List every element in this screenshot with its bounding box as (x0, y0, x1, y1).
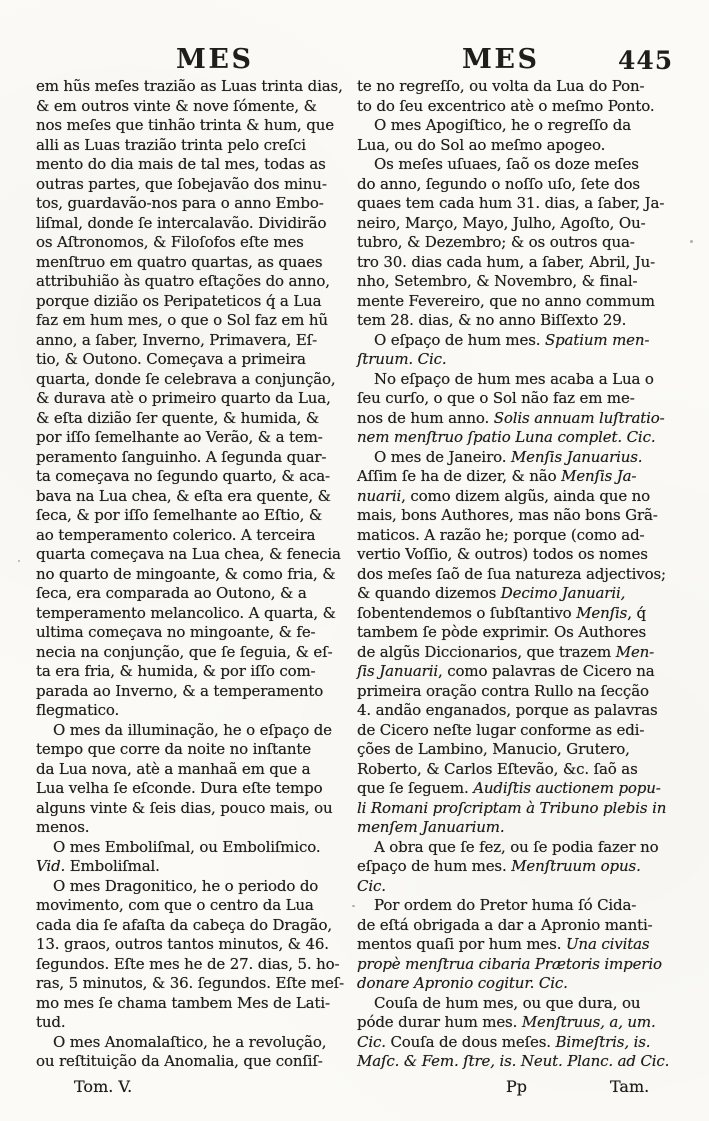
text-segment: ſeca, era comparada ao Outono, & a (36, 584, 307, 602)
text-line (36, 994, 360, 1014)
text-line (357, 214, 689, 234)
text-line (357, 448, 689, 468)
text-segment: ta começava no ſegundo quarto, & aca- (36, 467, 330, 485)
text-line (36, 1013, 360, 1033)
text-segment: O mes da illuminação, he o eſpaço de (53, 720, 332, 739)
text-line (357, 545, 689, 565)
text-segment: O mes Emboliſmal, ou Emboliſmico. (53, 837, 321, 856)
text-segment: tud. (36, 1013, 66, 1031)
text-segment: flegmatico. (36, 701, 120, 719)
text-line (357, 955, 689, 975)
ink-speck (352, 905, 355, 907)
text-line (357, 662, 689, 682)
text-line (357, 896, 689, 916)
text-line (36, 662, 360, 682)
text-segment: em hũs meſes trazião as Luas trinta dias, (36, 77, 343, 95)
text-line (357, 526, 689, 546)
text-line (36, 194, 360, 214)
text-line (357, 409, 689, 429)
text-segment: liſmal, donde ſe intercalavão. Dividirão (36, 213, 327, 232)
text-line (357, 1052, 689, 1072)
text-segment: parada ao Inverno, & a temperamento (36, 681, 324, 700)
text-segment: neiro, Março, Mayo, Julho, Agoſto, Ou- (357, 213, 646, 232)
text-segment: ções de Lambino, Manucio, Grutero, (357, 740, 630, 758)
text-segment: ſegundos. Eſte mes he de 27. dias, 5. ho- (36, 954, 340, 973)
text-line (357, 838, 689, 858)
text-segment: Por ordem do Pretor huma ſó Cida- (374, 896, 637, 914)
text-line (36, 760, 360, 780)
text-line (36, 77, 360, 97)
text-line (357, 974, 689, 994)
running-head-right: MES (462, 44, 540, 75)
text-segment: peramento ſanguinho. A ſegunda quar- (36, 447, 327, 466)
text-segment: ras, 5 minutos, & 36. ſegundos. Eſte meſ- (36, 974, 345, 992)
text-line (36, 740, 360, 760)
text-segment: Couſa de dous meſes. (385, 1032, 556, 1051)
text-line (357, 565, 689, 585)
text-segment: de Cicero neſte lugar conforme as edi- (357, 720, 645, 739)
text-segment: ao temperamento colerico. A terceira (36, 525, 316, 544)
text-line (36, 409, 360, 429)
text-segment: & eſta dizião ſer quente, & humida, & (36, 408, 320, 427)
text-line (36, 428, 360, 448)
text-line (36, 721, 360, 741)
text-line (357, 194, 689, 214)
volume-label: Tom. V. (74, 1077, 133, 1096)
text-segment: mo mes ſe chama tambem Mes de Lati- (36, 993, 330, 1012)
text-segment: tos, guardavão-nos para o anno Embo- (36, 194, 324, 212)
text-line (357, 136, 689, 156)
text-segment: mento do dia mais de tal mes, todas as (36, 155, 326, 173)
text-line (357, 935, 689, 955)
italic-text-segment: Vid. (36, 857, 66, 875)
text-segment: da Lua nova, atè a manhaã em que a (36, 759, 311, 778)
italic-text-segment: nuarii (357, 486, 402, 505)
text-line (357, 721, 689, 741)
text-line (357, 643, 689, 663)
text-segment: O eſpaço de hum mes. (374, 330, 545, 349)
text-line (357, 682, 689, 702)
text-segment: os Aſtronomos, & Filoſofos eſte mes (36, 233, 304, 251)
text-line (357, 857, 689, 877)
text-segment: quarta, donde ſe celebrava a conjunção, (36, 369, 336, 388)
italic-text-segment: ſis Januarii (357, 662, 439, 680)
text-line (357, 916, 689, 936)
italic-text-segment: Spatium men- (544, 330, 650, 349)
text-line (357, 272, 689, 292)
text-line (36, 838, 360, 858)
text-line (357, 292, 689, 312)
italic-text-segment: Audiſtis auctionem popu- (473, 779, 661, 797)
text-line (357, 740, 689, 760)
text-segment: ta era fria, & humida, & por iſſo com- (36, 662, 316, 680)
text-line (36, 272, 360, 292)
text-segment: Lua, ou do Sol ao meſmo apogeo. (357, 135, 606, 154)
text-segment: Os meſes uſuaes, ſaõ os doze meſes (374, 155, 639, 173)
italic-text-segment: Cic. (357, 876, 386, 895)
text-segment: alli as Luas trazião trinta pelo creſci (36, 135, 306, 154)
text-line (357, 994, 689, 1014)
text-segment: movimento, com que o centro da Lua (36, 896, 314, 914)
italic-text-segment: Maſc. & Fem. ſtre, is. Neut. Planc. ad Cic. (357, 1052, 670, 1070)
text-line (36, 136, 360, 156)
text-segment: ſeca, & por iſſo ſemelhante ao Eſtio, & (36, 506, 323, 524)
text-line (36, 97, 360, 117)
text-line (357, 506, 689, 526)
text-segment: nos meſes que tinhão trinta & hum, que (36, 116, 334, 134)
text-line (36, 955, 360, 975)
text-segment: cada dia ſe afaſta da cabeça do Dragão, (36, 915, 332, 934)
text-line (36, 292, 360, 312)
text-line (36, 584, 360, 604)
italic-text-segment: Menſtruus, a, um. (521, 1013, 656, 1031)
text-segment: mentos quaſi por hum mes. (357, 935, 566, 953)
text-line (36, 175, 360, 195)
text-line (36, 214, 360, 234)
italic-text-segment: Cic. (357, 1032, 386, 1051)
text-line (357, 311, 689, 331)
text-segment: ſeu curſo, o que o Sol não faz em me- (357, 389, 635, 407)
text-line (357, 97, 689, 117)
text-line (36, 467, 360, 487)
text-line (357, 253, 689, 273)
text-line (36, 253, 360, 273)
text-line (357, 1033, 689, 1053)
text-line (36, 545, 360, 565)
text-segment: O mes de Janeiro. (374, 447, 511, 466)
page-footer (0, 1077, 709, 1099)
text-line (357, 116, 689, 136)
text-line (357, 155, 689, 175)
left-text-column (36, 77, 360, 1072)
text-line (357, 623, 689, 643)
text-segment: bava na Lua chea, & eſta era quente, & (36, 486, 331, 505)
text-line (357, 370, 689, 390)
text-line (36, 643, 360, 663)
text-segment: ſobentendemos o ſubſtantivo (357, 603, 577, 622)
italic-text-segment: propè menſtrua cibaria Prætoris imperio (357, 954, 662, 973)
text-segment: temperamento melancolico. A quarta, & (36, 603, 336, 622)
text-segment: por iſſo ſemelhante ao Verão, & a tem- (36, 428, 323, 446)
text-line (357, 779, 689, 799)
italic-text-segment: Bimeſtris, is. (555, 1032, 651, 1051)
text-segment: , q́ (627, 603, 646, 622)
text-segment: Emboliſmal. (65, 857, 160, 875)
text-segment: O mes Anomalaſtico, he a revolução, (53, 1032, 327, 1051)
text-segment: vertio Voſſio, & outros) todos os nomes (357, 545, 648, 563)
text-line (357, 799, 689, 819)
text-line (36, 935, 360, 955)
text-segment: no quarto de mingoante, & como fria, & (36, 564, 336, 583)
italic-text-segment: li Romani proſcriptam à Tribuno plebis in (357, 798, 667, 817)
text-line (36, 1052, 360, 1072)
text-segment: Roberto, & Carlos Eſtevão, &c. ſaõ as (357, 759, 638, 778)
italic-text-segment: Menſis Ja- (561, 467, 637, 485)
text-line (357, 331, 689, 351)
ink-speck (18, 560, 20, 562)
text-line (36, 331, 360, 351)
text-segment: tempo que corre da noite no inſtante (36, 740, 311, 758)
text-line (36, 701, 360, 721)
text-segment: alguns vinte & ſeis dias, pouco mais, ou (36, 798, 333, 817)
text-line (36, 311, 360, 331)
italic-text-segment: Decimo Januarii, (500, 584, 626, 602)
text-line (357, 760, 689, 780)
text-line (36, 526, 360, 546)
text-segment: menos. (36, 818, 90, 836)
italic-text-segment: Una civitas (565, 935, 650, 953)
text-segment: No eſpaço de hum mes acaba a Lua o (374, 369, 654, 388)
text-segment: attribuhião às quatro eſtações do anno, (36, 272, 330, 290)
italic-text-segment: nem menſtruo ſpatio Luna complet. Cic. (357, 428, 656, 446)
text-line (36, 799, 360, 819)
italic-text-segment: donare Apronio cogitur. Cic. (357, 974, 568, 992)
italic-text-segment: ſtruum. Cic. (357, 350, 447, 368)
italic-text-segment: Men- (615, 642, 655, 661)
text-line (36, 877, 360, 897)
text-segment: que ſe ſeguem. (357, 779, 474, 797)
text-segment: & quando dizemos (357, 584, 501, 602)
text-segment: anno, a ſaber, Inverno, Primavera, Eſ- (36, 330, 318, 349)
text-segment: , como palavras de Cicero na (438, 662, 655, 680)
text-segment: 13. graos, outros tantos minutos, & 46. (36, 935, 329, 953)
text-line (36, 116, 360, 136)
text-line (36, 818, 360, 838)
italic-text-segment: menſem Januarium. (357, 818, 505, 836)
text-line (357, 175, 689, 195)
text-segment: & em outros vinte & nove ſómente, & (36, 96, 317, 115)
ink-speck (690, 240, 693, 243)
text-segment: eſpaço de hum mes. (357, 857, 512, 875)
italic-text-segment: Menſis (576, 603, 628, 622)
text-segment: maticos. A razão he; porque (como ad- (357, 525, 645, 544)
text-segment: ultima começava no mingoante, & fe- (36, 623, 316, 641)
text-segment: tem 28. dias, & no anno Biſſexto 29. (357, 311, 627, 329)
text-segment: primeira oração contra Rullo na ſecção (357, 681, 649, 700)
text-line (36, 233, 360, 253)
catchword: Tam. (610, 1077, 650, 1096)
text-line (36, 487, 360, 507)
text-line (36, 350, 360, 370)
italic-text-segment: Solis annuam luſtratio- (493, 408, 665, 427)
text-line (357, 428, 689, 448)
text-segment: dos meſes ſaõ de ſua natureza adjectivos; (357, 564, 666, 583)
text-line (357, 818, 689, 838)
text-line (357, 389, 689, 409)
text-line (357, 1013, 689, 1033)
text-segment: Lua velha ſe eſconde. Dura eſte tempo (36, 779, 323, 797)
text-segment: Aſſim ſe ha de dizer, & não (357, 467, 562, 485)
text-line (36, 779, 360, 799)
text-line (36, 916, 360, 936)
text-segment: to do ſeu excentrico atè o meſmo Ponto. (357, 96, 655, 115)
text-segment: porque dizião os Peripateticos q́ a Lua (36, 291, 322, 310)
text-line (36, 448, 360, 468)
page-number: 445 (618, 46, 674, 75)
text-segment: nos de hum anno. (357, 408, 494, 427)
text-line (357, 467, 689, 487)
text-line (357, 350, 689, 370)
text-line (357, 77, 689, 97)
text-line (36, 857, 360, 877)
italic-text-segment: Menſtruum opus. (511, 857, 641, 875)
text-segment: , como dizem algũs, ainda que no (401, 486, 651, 505)
text-segment: póde durar hum mes. (357, 1013, 522, 1031)
text-line (36, 389, 360, 409)
text-segment: quaes tem cada hum 31. dias, a ſaber, Ja- (357, 194, 665, 212)
text-segment: te no regreſſo, ou volta da Lua do Pon- (357, 77, 645, 95)
text-line (36, 155, 360, 175)
text-line (357, 604, 689, 624)
right-text-column (357, 77, 689, 1072)
text-line (357, 877, 689, 897)
text-segment: faz em hum mes, o que o Sol faz em hũ (36, 311, 328, 329)
text-segment: menſtruo em quatro quartas, as quaes (36, 252, 323, 271)
text-line (357, 233, 689, 253)
text-line (36, 604, 360, 624)
text-line (357, 584, 689, 604)
text-line (357, 487, 689, 507)
text-line (36, 565, 360, 585)
text-line (36, 370, 360, 390)
text-segment: Couſa de hum mes, ou que dura, ou (374, 993, 641, 1012)
text-line (36, 623, 360, 643)
text-line (36, 896, 360, 916)
text-segment: O mes Dragonitico, he o periodo do (53, 876, 319, 895)
running-head-left: MES (176, 44, 254, 75)
text-segment: quarta começava na Lua chea, & fenecia (36, 545, 341, 563)
text-segment: tio, & Outono. Começava a primeira (36, 350, 306, 368)
text-segment: O mes Apogiſtico, he o regreſſo da (374, 116, 631, 134)
text-segment: de algũs Diccionarios, que trazem (357, 642, 616, 661)
text-segment: do anno, ſegundo o noſſo uſo, ſete dos (357, 174, 640, 193)
text-segment: outras partes, que ſobejavão dos minu- (36, 174, 327, 193)
signature-mark: Pp (506, 1077, 528, 1096)
text-segment: tubro, & Dezembro; & os outros qua- (357, 233, 635, 251)
text-line (36, 506, 360, 526)
text-line (36, 682, 360, 702)
text-segment: A obra que ſe fez, ou ſe podia fazer no (374, 837, 659, 856)
text-line (36, 974, 360, 994)
text-segment: de eſtá obrigada a dar a Apronio manti- (357, 915, 653, 934)
text-segment: mais, bons Authores, mas não bons Grã- (357, 506, 658, 524)
text-segment: 4. andão enganados, porque as palavras (357, 701, 658, 719)
text-segment: ou reſtituição da Anomalia, que conſiſ- (36, 1052, 323, 1070)
text-line (357, 701, 689, 721)
text-line (36, 1033, 360, 1053)
text-segment: tro 30. dias cada hum, a ſaber, Abril, Ju- (357, 252, 656, 271)
text-segment: tambem ſe pòde exprimir. Os Authores (357, 623, 647, 641)
text-segment: nho, Setembro, & Novembro, & final- (357, 272, 638, 290)
text-segment: mente Fevereiro, que no anno commum (357, 291, 655, 310)
text-segment: & durava atè o primeiro quarto da Lua, (36, 389, 331, 407)
italic-text-segment: Menſis Januarius. (510, 447, 643, 466)
text-segment: necia na conjunção, que ſe ſeguia, & eſ- (36, 642, 333, 661)
